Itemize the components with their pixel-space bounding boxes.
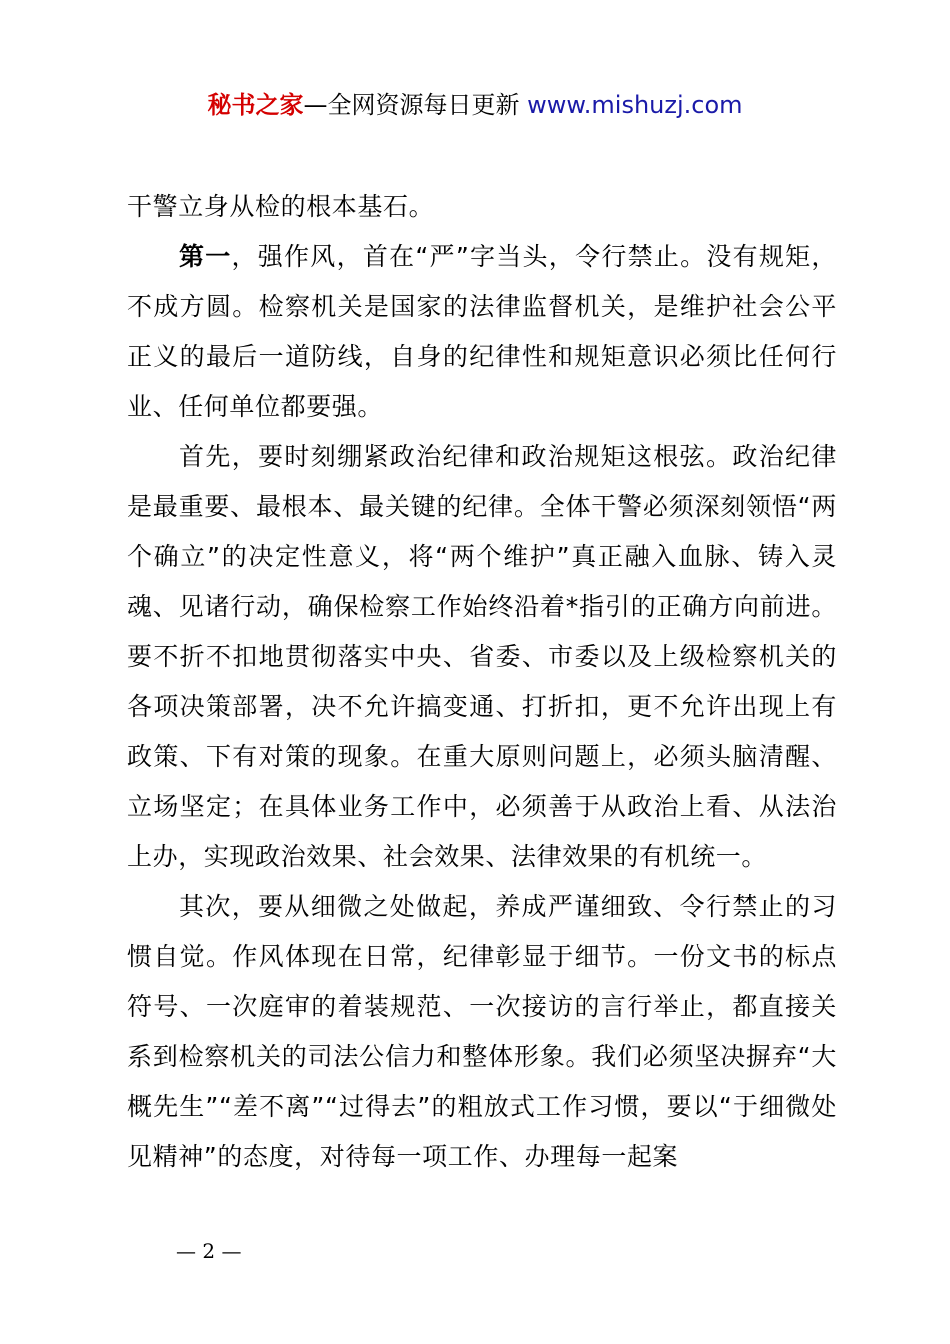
paragraph-continuation [127, 182, 837, 232]
document-body [127, 182, 837, 1182]
site-url-link[interactable]: www.mishuzj.com [527, 91, 743, 119]
site-tagline: —全网资源每日更新 [303, 91, 520, 119]
page-number: — 2 — [176, 1239, 242, 1263]
paragraph-text: ，强作风，首在“严”字当头，令行禁止。没有规矩，不成方圆。检察机关是国家的法律监督机关，是维护社会公平正义的最后一道防线，自身的纪律性和规矩意识必须比任何行业、任何单位都要强。 [127, 242, 838, 421]
paragraph-text: 干警立身从检的根本基石。 [127, 192, 435, 221]
paragraph-attention-to-detail [127, 882, 837, 1182]
site-brand: 秘书之家 [207, 91, 304, 119]
paragraph-lead-heading: 第一 [179, 242, 232, 271]
paragraph-political-discipline [127, 432, 837, 882]
paragraph-text: 首先，要时刻绷紧政治纪律和政治规矩这根弦。政治纪律是最重要、最根本、最关键的纪律。全体干警必须深刻领悟“两个确立”的决定性意义，将“两个维护”真正融入血脉、铸入灵魂、见诸行动，确保检察工作始终沿着*指引的正确方向前进。要不折不扣地贯彻落实中央、省委、市委以及上级检察机关的各项决策部署，决不允许搞变通、打折扣，更不允许出现上有政策、下有对策的现象。在重大原则问题上，必须头脑清醒、立场坚定；在具体业务工作中，必须善于从政治上看、从法治上办，实现政治效果、社会效果、法律效果的有机统一。 [127, 442, 837, 871]
paragraph-text: 其次，要从细微之处做起，养成严谨细致、令行禁止的习惯自觉。作风体现在日常，纪律彰显于细节。一份文书的标点符号、一次庭审的着装规范、一次接访的言行举止，都直接关系到检察机关的司法公信力和整体形象。我们必须坚决摒弃“大概先生”“差不离”“过得去”的粗放式工作习惯，要以“于细微处见精神”的态度，对待每一项工作、办理每一起案 [127, 892, 837, 1171]
paragraph-first-point [127, 232, 837, 432]
site-header [0, 88, 950, 122]
